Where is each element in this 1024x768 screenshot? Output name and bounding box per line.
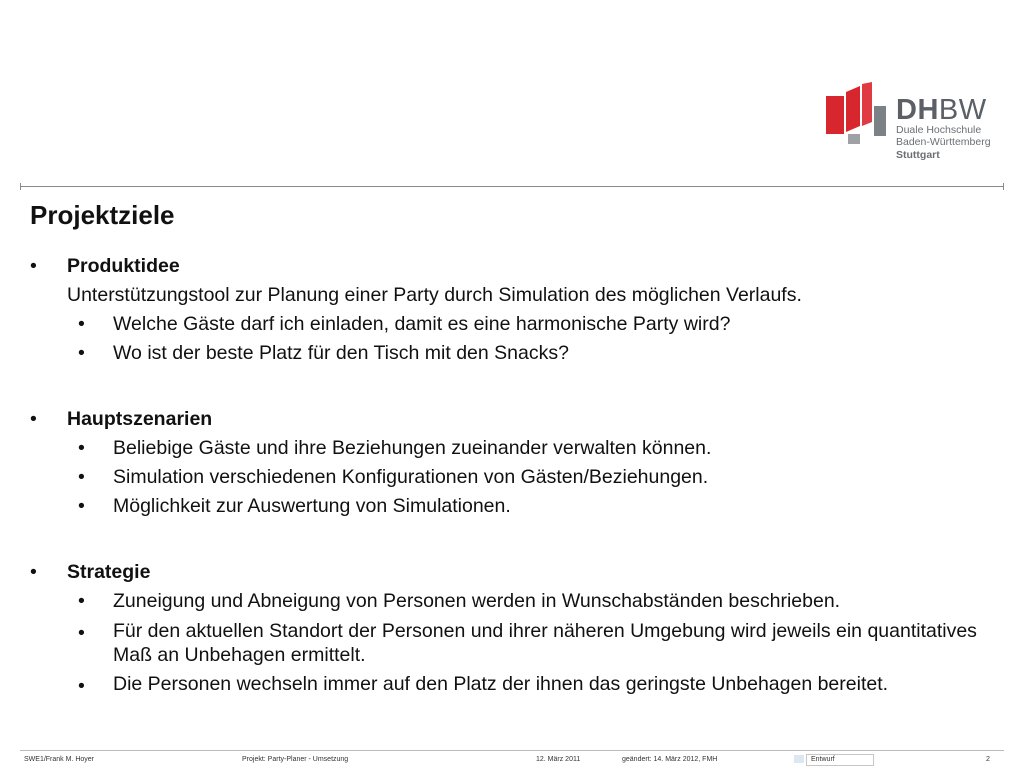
section-produktidee xyxy=(30,252,1000,368)
status-color-swatch xyxy=(794,755,804,763)
section-strategie xyxy=(30,558,1000,698)
footer-date: 12. März 2011 xyxy=(536,756,581,763)
bullet-level1 xyxy=(30,252,1000,310)
bullet-level1 xyxy=(30,405,1000,434)
bullet-dot: • xyxy=(78,342,85,364)
section-heading: Strategie xyxy=(67,561,151,583)
bullet-level2 xyxy=(30,310,1000,339)
logo-dh: DH xyxy=(896,94,939,126)
bullet-level2 xyxy=(30,616,1000,669)
bullet-text: Möglichkeit zur Auswertung von Simulationen. xyxy=(113,495,511,517)
bullet-level2 xyxy=(30,434,1000,463)
section-heading: Produktidee xyxy=(67,255,180,277)
bullet-level2 xyxy=(30,669,1000,698)
bullet-text: Für den aktuellen Standort der Personen und ihrer näheren Umgebung wird jeweils ein quantitatives Maß an Unbehagen ermittelt. xyxy=(113,620,977,666)
bullet-dot: • xyxy=(78,313,85,335)
header-rule xyxy=(20,186,1004,187)
section-hauptszenarien xyxy=(30,405,1000,521)
logo-line-2: Baden-Württemberg xyxy=(896,136,991,148)
footer-rule xyxy=(20,750,1004,751)
bullet-dot: • xyxy=(30,561,37,583)
slide-content xyxy=(30,252,1000,698)
dhbw-logo-mark xyxy=(824,82,894,152)
bullet-dot: • xyxy=(78,622,85,644)
logo-line-3: Stuttgart xyxy=(896,149,940,161)
rule-tick-right xyxy=(1003,183,1004,190)
logo-bw: BW xyxy=(938,94,987,126)
bullet-text: Beliebige Gäste und ihre Beziehungen zueinander verwalten können. xyxy=(113,437,712,459)
bullet-text: Welche Gäste darf ich einladen, damit es eine harmonische Party wird? xyxy=(113,313,731,335)
footer-author: SWE1/Frank M. Hoyer xyxy=(24,756,95,763)
dhbw-logo xyxy=(824,82,994,174)
bullet-level2 xyxy=(30,492,1000,521)
bullet-text: Wo ist der beste Platz für den Tisch mit den Snacks? xyxy=(113,342,569,364)
bullet-text: Simulation verschiedenen Konfigurationen von Gästen/Beziehungen. xyxy=(113,466,709,488)
bullet-text: Zuneigung und Abneigung von Personen werden in Wunschabständen beschrieben. xyxy=(113,590,841,612)
logo-line-1: Duale Hochschule xyxy=(896,124,982,136)
bullet-level2 xyxy=(30,463,1000,492)
bullet-level2 xyxy=(30,339,1000,368)
bullet-dot: • xyxy=(78,675,85,697)
bullet-text: Die Personen wechseln immer auf den Platz der ihnen das geringste Unbehagen bereitet. xyxy=(113,673,889,695)
bullet-level2 xyxy=(30,587,1000,616)
slide-title: Projektziele xyxy=(30,200,175,230)
section-text: Unterstützungstool zur Planung einer Party durch Simulation des möglichen Verlaufs. xyxy=(67,284,802,306)
bullet-dot: • xyxy=(30,408,37,430)
rule-tick-left xyxy=(20,183,21,190)
bullet-level1 xyxy=(30,558,1000,587)
status-frame xyxy=(806,754,874,766)
bullet-dot: • xyxy=(30,255,37,277)
bullet-dot: • xyxy=(78,590,85,612)
footer-status: Entwurf xyxy=(811,756,835,763)
bullet-dot: • xyxy=(78,495,85,517)
bullet-dot: • xyxy=(78,437,85,459)
footer-page-number: 2 xyxy=(986,756,990,763)
bullet-dot: • xyxy=(78,466,85,488)
footer-changed: geändert: 14. März 2012, FMH xyxy=(622,756,718,763)
footer-project: Projekt: Party-Planer - Umsetzung xyxy=(242,756,349,763)
section-heading: Hauptszenarien xyxy=(67,408,213,430)
